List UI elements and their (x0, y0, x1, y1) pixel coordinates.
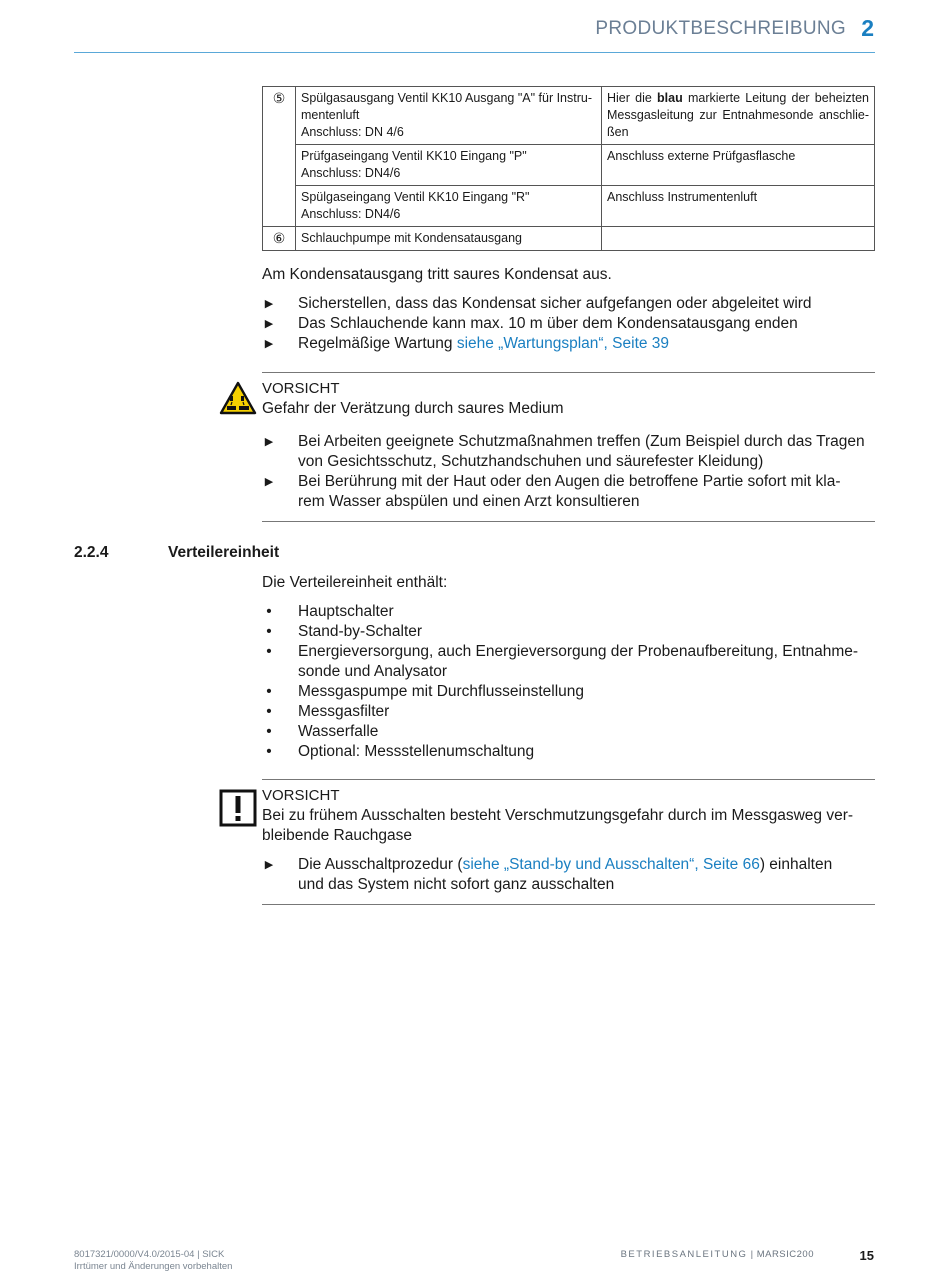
connection-cell: Spülgaseingang Ventil KK10 Eingang "R" Anschluss: DN4/6 (296, 186, 602, 227)
condensate-steps (262, 294, 875, 354)
list-item: • Messgaspumpe mit Durchflusseinstellung (262, 682, 875, 702)
condensate-intro: Am Kondensatausgang tritt saures Kondensat aus. (262, 266, 612, 283)
section-intro: Die Verteilereinheit enthält: (262, 574, 448, 591)
page-number: 15 (859, 1248, 874, 1263)
list-item: ▶ Die Ausschaltprozedur (siehe „Stand-by und Ausschalten“, Seite 66) einhalten und das System nicht sofort ganz ausschalten (262, 855, 875, 895)
arrow-right-icon: ▶ (264, 476, 274, 488)
description-cell: Anschluss externe Prüfgasflasche (602, 145, 875, 186)
section-title: Verteilereinheit (168, 544, 280, 561)
list-item: • Stand-by-Schalter (262, 622, 875, 642)
description-cell (602, 227, 875, 251)
table-row (263, 227, 875, 251)
list-item: ▶ Bei Arbeiten geeignete Schutzmaßnahmen treffen (Zum Beispiel durch das Tragen von Gesichtsschutz, Schutzhandschuhen und säurefester Kleidung) (262, 432, 875, 472)
table-row (263, 87, 875, 145)
footer-doc-info: 8017321/0000/V4.0/2015-04 | SICK Irrtümer und Änderungen vorbehalten (74, 1249, 233, 1272)
bullet-icon: • (266, 643, 272, 660)
table-row (263, 145, 875, 186)
section-number: 2.2.4 (74, 544, 109, 561)
header-divider (74, 52, 875, 53)
caution-steps (262, 432, 875, 512)
connection-table (262, 86, 875, 251)
chapter-title: PRODUKTBESCHREIBUNG (595, 18, 846, 39)
bullet-icon: • (266, 683, 272, 700)
caution-steps (262, 855, 875, 895)
corrosive-warning-icon (219, 381, 257, 415)
connection-cell: Prüfgaseingang Ventil KK10 Eingang "P" Anschluss: DN4/6 (296, 145, 602, 186)
footer-doc-type: BETRIEBSANLEITUNG | MARSIC200 (620, 1249, 814, 1260)
shutdown-link[interactable]: siehe „Stand-by und Ausschalten“, Seite 66 (462, 856, 760, 873)
caution-text: Bei zu frühem Ausschalten besteht Verschmutzungsgefahr durch im Messgasweg ver- bleibende Rauchgase (262, 807, 854, 844)
component-list (262, 602, 875, 762)
caution-bottom-rule (262, 521, 875, 522)
bullet-icon: • (266, 603, 272, 620)
exclamation-caution-icon (219, 789, 257, 827)
connection-cell: Spülgasausgang Ventil KK10 Ausgang "A" für Instru- mentenluft Anschluss: DN 4/6 (296, 87, 602, 145)
caution-title: VORSICHT (262, 787, 340, 804)
list-item: ▶ Sicherstellen, dass das Kondensat sicher aufgefangen oder abgeleitet wird (262, 294, 875, 314)
arrow-right-icon: ▶ (264, 859, 274, 871)
description-cell: Hier die blau markierte Leitung der beheizten Messgasleitung zur Entnahmesonde anschlie-ßen (602, 87, 875, 145)
caution-top-rule (262, 372, 875, 373)
maintenance-plan-link[interactable]: siehe „Wartungsplan“, Seite 39 (456, 335, 670, 352)
list-item: ▶ Bei Berührung mit der Haut oder den Augen die betroffene Partie sofort mit kla- rem Wasser abspülen und einen Arzt konsultieren (262, 472, 875, 512)
list-item: • Hauptschalter (262, 602, 875, 622)
list-item: ▶ Das Schlauchende kann max. 10 m über dem Kondensatausgang enden (262, 314, 875, 334)
arrow-right-icon: ▶ (264, 318, 274, 330)
chapter-number: 2 (861, 15, 874, 41)
caution-text: Gefahr der Verätzung durch saures Medium (262, 400, 564, 417)
item-number: ⑤ (263, 87, 296, 227)
bullet-icon: • (266, 723, 272, 740)
connection-cell: Schlauchpumpe mit Kondensatausgang (296, 227, 602, 251)
table-row (263, 186, 875, 227)
item-number: ⑥ (263, 227, 296, 251)
caution-top-rule (262, 779, 875, 780)
list-item: • Messgasfilter (262, 702, 875, 722)
caution-title: VORSICHT (262, 380, 340, 397)
list-item: • Wasserfalle (262, 722, 875, 742)
list-item: • Energieversorgung, auch Energieversorgung der Probenaufbereitung, Entnahme- sonde und Analysator (262, 642, 875, 682)
bullet-icon: • (266, 703, 272, 720)
arrow-right-icon: ▶ (264, 298, 274, 310)
list-item: ▶ Regelmäßige Wartung siehe „Wartungsplan“, Seite 39 (262, 334, 875, 354)
arrow-right-icon: ▶ (264, 338, 274, 350)
description-cell: Anschluss Instrumentenluft (602, 186, 875, 227)
list-item: • Optional: Messstellenumschaltung (262, 742, 875, 762)
arrow-right-icon: ▶ (264, 436, 274, 448)
bullet-icon: • (266, 623, 272, 640)
bullet-icon: • (266, 743, 272, 760)
caution-bottom-rule (262, 904, 875, 905)
